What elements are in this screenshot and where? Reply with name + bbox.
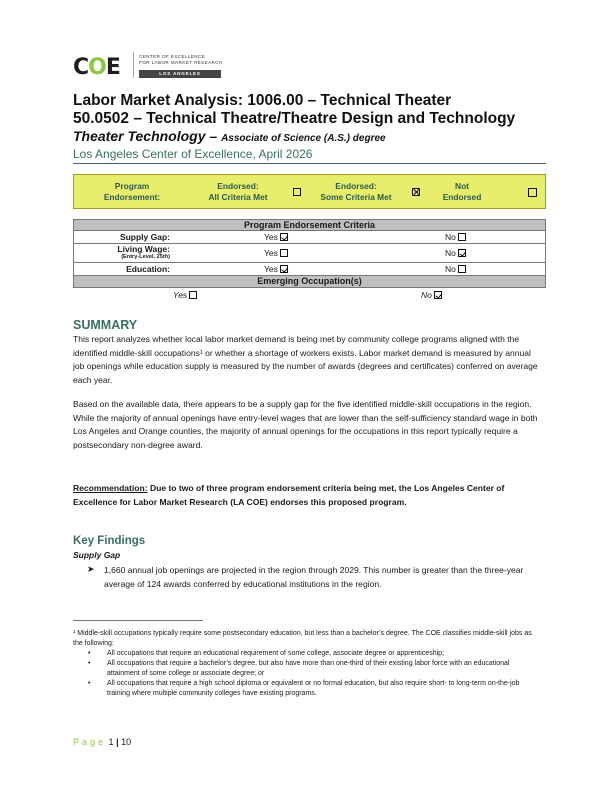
supply-gap-subheading: Supply Gap <box>73 550 121 560</box>
criteria-label: Living Wage: (Entry-Level, 25th) <box>117 244 170 260</box>
endorsement-bar <box>73 174 546 209</box>
program-endorsement-label: Program Endorsement: <box>103 181 161 202</box>
endorsed-some-label: Endorsed: Some Criteria Met <box>320 181 392 202</box>
criteria-row-supply-gap <box>73 231 546 244</box>
footnote-text: ¹ Middle-skill occupations typically require some postsecondary education, but less than a bachelor’s degree. The COE classifies middle-skill jobs as the following: <box>73 630 532 647</box>
not-endorsed-checkbox[interactable] <box>528 188 537 197</box>
criteria-heading: Program Endorsement Criteria <box>73 219 546 231</box>
summary-heading: SUMMARY <box>73 318 138 332</box>
page-number: Page 1 | 10 <box>73 737 132 747</box>
supply-gap-no[interactable]: No <box>445 232 466 242</box>
criteria-row-living-wage <box>73 244 546 263</box>
checkbox-icon[interactable] <box>458 265 466 273</box>
criteria-row-education <box>73 263 546 276</box>
title-rule <box>73 163 546 164</box>
living-wage-yes[interactable]: Yes <box>264 248 288 258</box>
criteria-table <box>73 219 546 302</box>
checkbox-icon[interactable] <box>189 291 197 299</box>
check-icon[interactable] <box>280 265 288 273</box>
not-endorsed-label: Not Endorsed <box>442 181 482 202</box>
footnote-bullets <box>88 649 543 699</box>
key-findings-heading: Key Findings <box>73 535 146 547</box>
emerging-row <box>73 288 546 302</box>
footnote-bullet: • All occupations that require a bachelor’s degree, but also have more than one-third of their existing labor force with an educational attainment of some college or associate degree; or <box>88 659 543 679</box>
arrow-bullet-icon: ➤ <box>87 564 95 574</box>
footnote-bullet: • All occupations that require a high school diploma or equivalent or no formal education, but also require short- to long-term on-the-job training where multiple community colleges have existing programs. <box>88 679 543 699</box>
footnote-rule <box>73 620 203 621</box>
summary-paragraph-1: This report analyzes whether local labor market demand is being met by community college programs aligned with the identified middle-skill occupations¹ or whether a shortage of workers exists. Labor market demand is measured by annual job openings while education supply is measured by the number of awards (degrees and certificates) conferred on average each year. <box>73 334 538 385</box>
check-icon[interactable] <box>434 291 442 299</box>
program-code-title: 50.0502 – Technical Theatre/Theatre Design and Technology <box>73 110 516 127</box>
emerging-heading: Emerging Occupation(s) <box>73 276 546 288</box>
emerging-no[interactable]: No <box>421 290 442 300</box>
endorsed-some-checkbox[interactable] <box>412 188 420 196</box>
education-yes[interactable]: Yes <box>264 264 288 274</box>
logo-region: LOS ANGELES <box>139 70 221 78</box>
emerging-yes[interactable]: Yes <box>173 290 197 300</box>
report-subtitle: Los Angeles Center of Excellence, April 2026 <box>73 147 313 161</box>
criteria-label: Education: <box>126 264 170 274</box>
supply-gap-yes[interactable]: Yes <box>264 232 288 242</box>
recommendation: Recommendation: Due to two of three program endorsement criteria being met, the Los Angeles Center of Excellence for Labor Market Research (LA COE) endorses this proposed program. <box>73 483 505 507</box>
check-icon[interactable] <box>458 249 466 257</box>
logo-mark: COE <box>73 55 120 80</box>
coe-logo <box>73 50 223 80</box>
report-title: Labor Market Analysis: 1006.00 – Technical Theater <box>73 92 452 109</box>
program-name-title: Theater Technology – Associate of Science (A.S.) degree <box>73 128 386 144</box>
endorsed-all-label: Endorsed: All Criteria Met <box>208 181 268 202</box>
summary-paragraph-2: Based on the available data, there appears to be a supply gap for the five identified middle-skill occupations in the region. While the majority of annual openings have entry-level wages that are lower than the self-sufficiency standard wage in both Los Angeles and Orange counties, the majority of annual openings for the occupations in this report typically require a postsecondary non-degree award. <box>73 399 538 450</box>
criteria-label: Supply Gap: <box>119 232 170 242</box>
checkbox-icon[interactable] <box>458 233 466 241</box>
supply-gap-finding: 1,660 annual job openings are projected in the region through 2029. This number is greater than the three-year average of 124 awards conferred by educational institutions in the region. <box>104 565 524 589</box>
footnote-bullet: • All occupations that require an educational requirement of some college, associate degree or apprenticeship; <box>88 649 543 659</box>
check-icon[interactable] <box>280 233 288 241</box>
education-no[interactable]: No <box>445 264 466 274</box>
living-wage-no[interactable]: No <box>445 248 466 258</box>
logo-text: CENTER OF EXCELLENCE FOR LABOR MARKET RESEARCH <box>139 54 223 65</box>
checkbox-icon[interactable] <box>280 249 288 257</box>
logo-divider <box>133 52 134 78</box>
endorsed-all-checkbox[interactable] <box>293 188 301 196</box>
